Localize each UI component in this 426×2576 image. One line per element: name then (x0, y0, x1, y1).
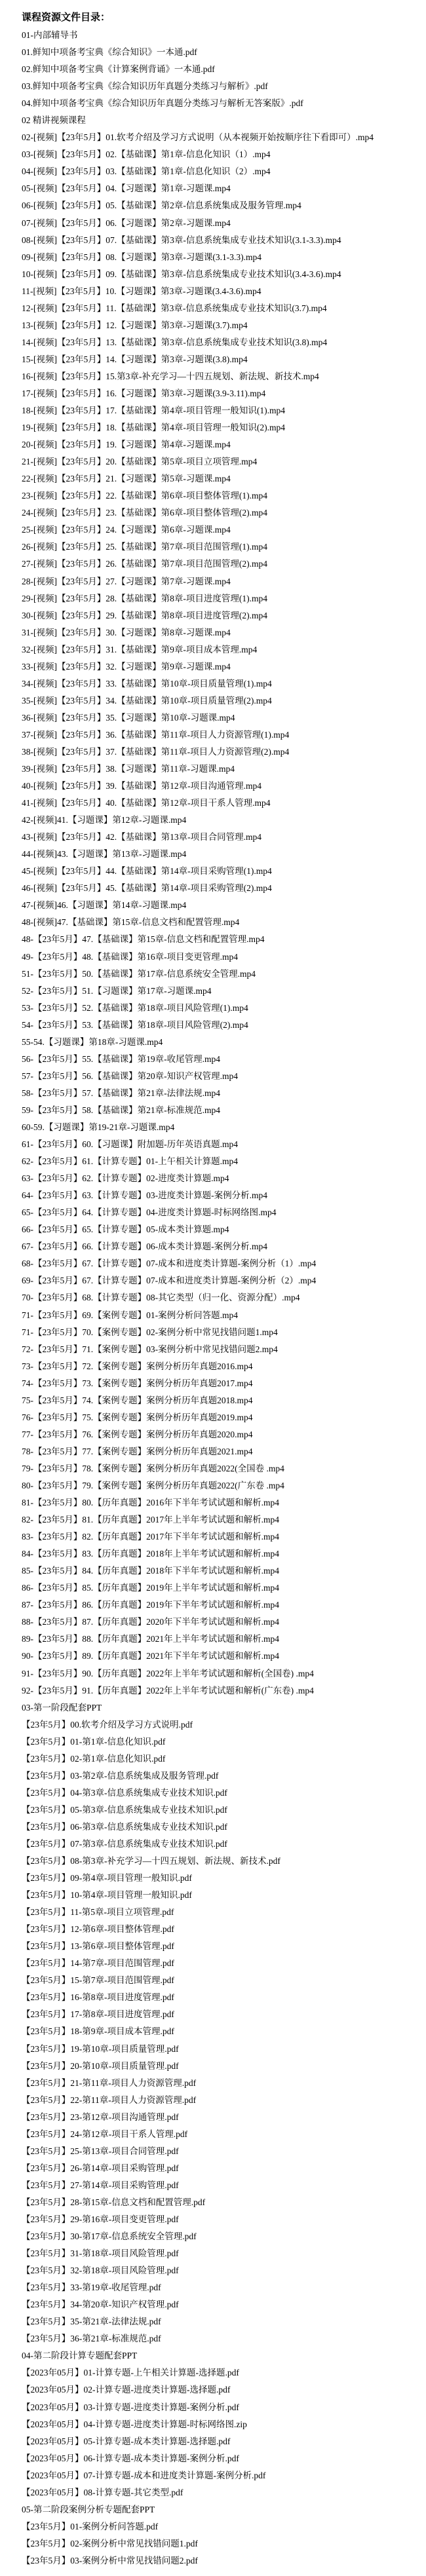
file-list-item: 82-【23年5月】81.【历年真题】2017年上半年考试试题和解析.mp4 (22, 1515, 279, 1525)
file-list-item: 60-59.【习题课】第19-21章-习题课.mp4 (22, 1122, 175, 1132)
file-list-item: 84-【23年5月】83.【历年真题】2018年上半年考试试题和解析.mp4 (22, 1549, 279, 1559)
file-list-item: 42-[视频]41.【习题课】第12章-习题课.mp4 (22, 815, 187, 825)
file-list-item: 【23年5月】16-第8章-项目进度管理.pdf (22, 1992, 174, 2003)
file-list-item: 【2023年05月】03-计算专题-进度类计算题-案例分析.pdf (22, 2402, 239, 2412)
file-list-item: 46-[视频]【23年5月】45.【基础课】第14章-项目采购管理(2).mp4 (22, 883, 272, 894)
file-list-item: 【2023年05月】05-计算专题-成本类计算题-选择题.pdf (22, 2436, 231, 2446)
file-list-item: 63-【23年5月】62.【计算专题】02-进度类计算题.mp4 (22, 1173, 229, 1184)
file-list-item: 【23年5月】33-第19章-收尾管理.pdf (22, 2282, 161, 2293)
file-list-item: 25-[视频]【23年5月】24.【习题课】第6章-习题课.mp4 (22, 525, 231, 535)
file-list-item: 【23年5月】02-第1章-信息化知识.pdf (22, 1753, 166, 1764)
file-list-item: 04.鲜知中项备考宝典《综合知识历年真题分类练习与解析无答案版》.pdf (22, 98, 303, 109)
file-list-item: 01-内部辅导书 (22, 30, 78, 40)
file-list-item: 58-【23年5月】57.【基础课】第21章-法律法规.mp4 (22, 1088, 220, 1098)
file-list-item: 14-[视频]【23年5月】13.【基础课】第3章-信息系统集成专业技术知识(3.8).mp4 (22, 337, 328, 347)
file-list-item: 03.鲜知中项备考宝典《综合知识历年真题分类练习与解析》.pdf (22, 81, 268, 92)
file-list-item: 【23年5月】04-第3章-信息系统集成专业技术知识.pdf (22, 1787, 227, 1798)
file-list-item: 19-[视频]【23年5月】18.【基础课】第4章-项目管理一般知识(2).mp4 (22, 423, 285, 433)
file-list-item: 24-[视频]【23年5月】23.【基础课】第6章-项目整体管理(2).mp4 (22, 508, 267, 518)
file-list-item: 【2023年05月】02-计算专题-进度类计算题-选择题.pdf (22, 2385, 231, 2395)
page-title: 课程资源文件目录： (22, 12, 111, 23)
file-list-item: 10-[视频]【23年5月】09.【基础课】第3章-信息系统集成专业技术知识(3.4-3.6).mp4 (22, 269, 341, 279)
file-list-item: 52-【23年5月】51.【习题课】第17章-习题课.mp4 (22, 985, 212, 996)
file-list-item: 【2023年05月】04-计算专题-进度类计算题-时标网络图.zip (22, 2419, 247, 2429)
file-list-item: 01.鲜知中项备考宝典《综合知识》一本通.pdf (22, 47, 197, 58)
file-list-item: 32-[视频]【23年5月】31.【基础课】第9章-项目成本管理.mp4 (22, 644, 258, 654)
file-list-item: 【23年5月】19-第10章-项目质量管理.pdf (22, 2043, 179, 2054)
file-list-item: 53-【23年5月】52.【基础课】第18章-项目风险管理(1).mp4 (22, 1002, 248, 1013)
file-list-item: 04-[视频]【23年5月】03.【基础课】第1章-信息化知识（2）.mp4 (22, 166, 271, 177)
file-list-item: 76-【23年5月】75.【案例专题】案例分析历年真题2019.mp4 (22, 1412, 253, 1422)
file-list-item: 【23年5月】26-第14章-项目采购管理.pdf (22, 2163, 179, 2173)
file-list-item: 【23年5月】14-第7章-项目范围管理.pdf (22, 1958, 174, 1969)
file-list-item: 41-[视频]【23年5月】40.【基础课】第12章-项目干系人管理.mp4 (22, 798, 271, 808)
file-list-item: 74-【23年5月】73.【案例专题】案例分析历年真题2017.mp4 (22, 1378, 253, 1388)
file-list-item: 【23年5月】21-第11章-项目人力资源管理.pdf (22, 2077, 197, 2088)
file-list-item: 20-[视频]【23年5月】19.【习题课】第4章-习题课.mp4 (22, 440, 231, 450)
file-list-item: 04-第二阶段计算专题配套PPT (22, 2351, 138, 2361)
file-list-item: 87-【23年5月】86.【历年真题】2019年下半年考试试题和解析.mp4 (22, 1600, 279, 1610)
file-list-item: 71-【23年5月】70.【案例专题】02-案例分析中常见找错问题1.mp4 (22, 1327, 278, 1337)
file-list-item: 17-[视频]【23年5月】16.【习题课】第3章-习题课(3.9-3.11).mp4 (22, 388, 266, 398)
file-list-item: 【23年5月】07-第3章-信息系统集成专业技术知识.pdf (22, 1838, 227, 1849)
file-list-item: 37-[视频]【23年5月】36.【基础课】第11章-项目人力资源管理(1).mp4 (22, 729, 290, 740)
file-list-item: 【23年5月】03-案例分析中常见找错问题2.pdf (22, 2555, 198, 2566)
file-list-item: 59-【23年5月】58.【基础课】第21章-标准规范.mp4 (22, 1105, 220, 1115)
file-list-item: 23-[视频]【23年5月】22.【基础课】第6章-项目整体管理(1).mp4 (22, 491, 267, 501)
file-list-item: 27-[视频]【23年5月】26.【基础课】第7章-项目范围管理(2).mp4 (22, 559, 267, 569)
file-list-item: 【23年5月】31-第18章-项目风险管理.pdf (22, 2248, 179, 2259)
file-list-item: 92-【23年5月】91.【历年真题】2022年上半年考试试题和解析(广东卷) .mp4 (22, 1685, 314, 1695)
file-list-item: 08-[视频]【23年5月】07.【基础课】第3章-信息系统集成专业技术知识(3.1-3.3).mp4 (22, 235, 341, 245)
file-list-item: 09-[视频]【23年5月】08.【习题课】第3章-习题课(3.1-3.3).mp4 (22, 252, 261, 262)
file-list-item: 【23年5月】05-第3章-信息系统集成专业技术知识.pdf (22, 1804, 227, 1815)
file-list-item: 77-【23年5月】76.【案例专题】案例分析历年真题2020.mp4 (22, 1429, 253, 1439)
file-list-item: 89-【23年5月】88.【历年真题】2021年上半年考试试题和解析.mp4 (22, 1634, 279, 1644)
file-list-item: 【23年5月】27-第14章-项目采购管理.pdf (22, 2180, 179, 2190)
file-list-item: 【23年5月】35-第21章-法律法规.pdf (22, 2317, 161, 2327)
file-list-item: 79-【23年5月】78.【案例专题】案例分析历年真题2022(全国卷 .mp4 (22, 1463, 284, 1473)
file-list-item: 【2023年05月】06-计算专题-成本类计算题-案例分析.pdf (22, 2453, 239, 2463)
file-list-item: 03-[视频]【23年5月】02.【基础课】第1章-信息化知识（1）.mp4 (22, 149, 271, 160)
file-list-item: 45-[视频]【23年5月】44.【基础课】第14章-项目采购管理(1).mp4 (22, 866, 272, 877)
file-list-item: 15-[视频]【23年5月】14.【习题课】第3章-习题课(3.8).mp4 (22, 354, 248, 364)
file-list-item: 71-【23年5月】69.【案例专题】01-案例分析问答题.mp4 (22, 1310, 238, 1320)
file-list-item: 39-[视频]【23年5月】38.【习题课】第11章-习题课.mp4 (22, 764, 235, 774)
file-list-item: 55-54.【习题课】第18章-习题课.mp4 (22, 1036, 163, 1047)
file-list-item: 【23年5月】25-第13章-项目合同管理.pdf (22, 2146, 179, 2156)
file-list-item: 02.鲜知中项备考宝典《计算案例背诵》一本通.pdf (22, 64, 215, 75)
file-list-item: 54-【23年5月】53.【基础课】第18章-项目风险管理(2).mp4 (22, 1019, 248, 1030)
file-list-item: 【23年5月】18-第9章-项目成本管理.pdf (22, 2026, 174, 2037)
file-list-item: 【23年5月】28-第15章-信息文档和配置管理.pdf (22, 2197, 206, 2207)
file-list-item: 【23年5月】08-第3章-补充学习—十四五规划、新法规、新技术.pdf (22, 1856, 281, 1866)
file-list-item: 【23年5月】15-第7章-项目范围管理.pdf (22, 1975, 174, 1986)
file-list-item: 49-【23年5月】48.【基础课】第16章-项目变更管理.mp4 (22, 951, 238, 962)
file-list-item: 83-【23年5月】82.【历年真题】2017年下半年考试试题和解析.mp4 (22, 1532, 279, 1542)
file-list-item: 05-[视频]【23年5月】04.【习题课】第1章-习题课.mp4 (22, 183, 231, 194)
file-list-item: 13-[视频]【23年5月】12.【习题课】第3章-习题课(3.7).mp4 (22, 320, 248, 330)
file-list-item: 64-【23年5月】63.【计算专题】03-进度类计算题-案例分析.mp4 (22, 1190, 267, 1201)
file-list-item: 36-[视频]【23年5月】35.【习题课】第10章-习题课.mp4 (22, 712, 235, 723)
file-list-item: 03-第一阶段配套PPT (22, 1702, 102, 1713)
file-list-item: 18-[视频]【23年5月】17.【基础课】第4章-项目管理一般知识(1).mp4 (22, 406, 285, 416)
file-list-item: 22-[视频]【23年5月】21.【习题课】第5章-习题课.mp4 (22, 474, 231, 484)
file-list (22, 27, 422, 2569)
file-list-item: 35-[视频]【23年5月】34.【基础课】第10章-项目质量管理(2).mp4 (22, 695, 272, 706)
file-list-item: 69-【23年5月】67.【计算专题】07-成本和进度类计算题-案例分析（2）.mp4 (22, 1276, 317, 1286)
file-list-item: 【23年5月】20-第10章-项目质量管理.pdf (22, 2060, 179, 2071)
file-list-item: 【23年5月】30-第17章-信息系统安全管理.pdf (22, 2231, 197, 2242)
file-list-item: 【23年5月】22-第11章-项目人力资源管理.pdf (22, 2094, 197, 2105)
file-list-item: 67-【23年5月】66.【计算专题】06-成本类计算题-案例分析.mp4 (22, 1241, 267, 1252)
file-list-item: 44-[视频]43.【习题课】第13章-习题课.mp4 (22, 849, 187, 860)
file-list-item: 73-【23年5月】72.【案例专题】案例分析历年真题2016.mp4 (22, 1361, 253, 1371)
file-list-item: 11-[视频]【23年5月】10.【习题课】第3章-习题课(3.4-3.6).mp4 (22, 286, 261, 296)
file-list-item: 66-【23年5月】65.【计算专题】05-成本类计算题.mp4 (22, 1224, 229, 1235)
file-list-item: 33-[视频]【23年5月】32.【习题课】第9章-习题课.mp4 (22, 661, 231, 672)
file-list-item: 88-【23年5月】87.【历年真题】2020年下半年考试试题和解析.mp4 (22, 1617, 279, 1627)
file-list-item: 02 精讲视频课程 (22, 115, 86, 126)
file-list-item: 02-[视频]【23年5月】01.软考介绍及学习方式说明（从本视频开始按顺序往下看即可）.mp4 (22, 132, 374, 143)
file-list-item: 12-[视频]【23年5月】11.【基础课】第3章-信息系统集成专业技术知识(3.7).mp4 (22, 303, 327, 313)
file-list-item: 【23年5月】02-案例分析中常见找错问题1.pdf (22, 2538, 198, 2548)
file-list-item: 86-【23年5月】85.【历年真题】2019年上半年考试试题和解析.mp4 (22, 1583, 279, 1593)
file-list-item: 70-【23年5月】68.【计算专题】08-其它类型（归一化、资源分配）.mp4 (22, 1293, 300, 1303)
file-list-item: 【23年5月】12-第6章-项目整体管理.pdf (22, 1924, 174, 1935)
file-list-item: 【2023年05月】07-计算专题-成本和进度类计算题-案例分析.pdf (22, 2470, 266, 2480)
file-list-item: 【2023年05月】01-计算专题-上午相关计算题-选择题.pdf (22, 2368, 239, 2378)
file-list-item: 68-【23年5月】67.【计算专题】07-成本和进度类计算题-案例分析（1）.mp4 (22, 1259, 317, 1269)
file-list-item: 34-[视频]【23年5月】33.【基础课】第10章-项目质量管理(1).mp4 (22, 678, 272, 689)
file-list-item: 72-【23年5月】71.【案例专题】03-案例分析中常见找错问题2.mp4 (22, 1344, 278, 1354)
file-list-item: 【23年5月】29-第16章-项目变更管理.pdf (22, 2214, 179, 2224)
file-list-item: 62-【23年5月】61.【计算专题】01-上午相关计算题.mp4 (22, 1156, 238, 1167)
file-list-item: 【23年5月】13-第6章-项目整体管理.pdf (22, 1941, 174, 1952)
file-list-item: 29-[视频]【23年5月】28.【基础课】第8章-项目进度管理(1).mp4 (22, 593, 267, 603)
file-list-item: 【23年5月】24-第12章-项目干系人管理.pdf (22, 2129, 188, 2139)
file-list-item: 80-【23年5月】79.【案例专题】案例分析历年真题2022(广东卷 .mp4 (22, 1480, 284, 1490)
file-list-item: 51-【23年5月】50.【基础课】第17章-信息系统安全管理.mp4 (22, 968, 256, 979)
file-list-item: 43-[视频]【23年5月】42.【基础课】第13章-项目合同管理.mp4 (22, 832, 261, 843)
file-list-item: 【23年5月】32-第18章-项目风险管理.pdf (22, 2265, 179, 2276)
file-list-item: 【23年5月】09-第4章-项目管理一般知识.pdf (22, 1873, 192, 1884)
file-list-item: 05-第二阶段案例分析专题配套PPT (22, 2504, 155, 2514)
file-list-item: 【23年5月】36-第21章-标准规范.pdf (22, 2334, 161, 2344)
file-list-item: 【23年5月】17-第8章-项目进度管理.pdf (22, 2009, 174, 2020)
file-list-item: 31-[视频]【23年5月】30.【习题课】第8章-习题课.mp4 (22, 627, 231, 637)
file-list-item: 40-[视频]【23年5月】39.【基础课】第12章-项目沟通管理.mp4 (22, 781, 261, 791)
file-list-item: 91-【23年5月】90.【历年真题】2022年上半年考试试题和解析(全国卷) .mp4 (22, 1668, 314, 1678)
file-list-item: 65-【23年5月】64.【计算专题】04-进度类计算题-时标网络图.mp4 (22, 1207, 277, 1218)
file-list-item: 61-【23年5月】60.【习题课】附加题-历年英语真题.mp4 (22, 1139, 238, 1150)
file-list-item: 28-[视频]【23年5月】27.【习题课】第7章-习题课.mp4 (22, 576, 231, 586)
file-list-item: 【23年5月】06-第3章-信息系统集成专业技术知识.pdf (22, 1821, 227, 1832)
file-list-item: 【23年5月】11-第5章-项目立项管理.pdf (22, 1907, 174, 1918)
file-list-item: 56-【23年5月】55.【基础课】第19章-收尾管理.mp4 (22, 1053, 220, 1064)
file-list-item: 【23年5月】10-第4章-项目管理一般知识.pdf (22, 1890, 192, 1901)
file-list-item: 48-【23年5月】47.【基础课】第15章-信息文档和配置管理.mp4 (22, 934, 265, 945)
file-list-item: 21-[视频]【23年5月】20.【基础课】第5章-项目立项管理.mp4 (22, 457, 258, 467)
file-list-item: 【2023年05月】08-计算专题-其它类型.pdf (22, 2487, 184, 2497)
file-list-item: 07-[视频]【23年5月】06.【习题课】第2章-习题课.mp4 (22, 218, 231, 228)
file-list-item: 【23年5月】01-案例分析问答题.pdf (22, 2521, 159, 2531)
file-list-item: 48-[视频]47.【基础课】第15章-信息文档和配置管理.mp4 (22, 917, 240, 928)
file-list-item: 90-【23年5月】89.【历年真题】2021年下半年考试试题和解析.mp4 (22, 1651, 279, 1661)
file-list-item: 38-[视频]【23年5月】37.【基础课】第11章-项目人力资源管理(2).mp4 (22, 746, 290, 757)
file-list-item: 30-[视频]【23年5月】29.【基础课】第8章-项目进度管理(2).mp4 (22, 610, 267, 620)
file-list-item: 16-[视频]【23年5月】15.第3章-补充学习—十四五规划、新法规、新技术.mp4 (22, 371, 319, 381)
file-list-item: 【23年5月】01-第1章-信息化知识.pdf (22, 1736, 166, 1747)
file-list-item: 47-[视频]46.【习题课】第14章-习题课.mp4 (22, 900, 187, 911)
file-list-item: 06-[视频]【23年5月】05.【基础课】第2章-信息系统集成及服务管理.mp4 (22, 200, 301, 211)
file-list-item: 75-【23年5月】74.【案例专题】案例分析历年真题2018.mp4 (22, 1395, 253, 1405)
file-list-item: 【23年5月】00.软考介绍及学习方式说明.pdf (22, 1719, 193, 1730)
file-list-item: 78-【23年5月】77.【案例专题】案例分析历年真题2021.mp4 (22, 1446, 253, 1456)
file-list-item: 26-[视频]【23年5月】25.【基础课】第7章-项目范围管理(1).mp4 (22, 542, 267, 552)
file-list-item: 85-【23年5月】84.【历年真题】2018年下半年考试试题和解析.mp4 (22, 1566, 279, 1576)
file-list-item: 57-【23年5月】56.【基础课】第20章-知识产权管理.mp4 (22, 1070, 238, 1081)
file-list-item: 【23年5月】03-第2章-信息系统集成及服务管理.pdf (22, 1770, 219, 1781)
file-list-item: 【23年5月】34-第20章-知识产权管理.pdf (22, 2300, 179, 2310)
file-list-item: 【23年5月】23-第12章-项目沟通管理.pdf (22, 2112, 179, 2122)
file-list-item: 81-【23年5月】80.【历年真题】2016年下半年考试试题和解析.mp4 (22, 1498, 279, 1508)
